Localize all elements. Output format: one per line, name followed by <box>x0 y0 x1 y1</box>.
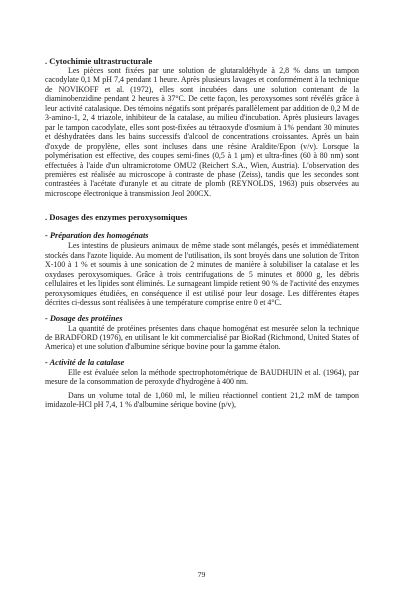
paragraph-proteines: La quantité de protéines présentes dans chaque homogénat est mesurée selon la technique de BRADFORD (1976), en utilisant le kit commercialisé par BioRad (Richmond, United States of America) et une solution d'albumine sérique bovine pour la gamme étalon. <box>45 323 359 352</box>
subsection-title-homogenats: - Préparation des homogénats <box>45 231 149 241</box>
subsection-title-catalase: - Activité de la catalase <box>45 357 125 367</box>
subsection-title-proteines: - Dosage des protéines <box>45 313 123 323</box>
paragraph-cytochimie: Les pièces sont fixées par une solution de glutaraldéhyde à 2,8 % dans un tampon cacodylate 0,1 M pH 7,4 pendant 1 heure. Après plusieurs lavages et conformément à la technique de NOVIKOFF et al. (1972), elles sont incubées dans une solution contenant de la diaminobenzidine pendant 2 heures à 37°C. De cette façon, les peroxysomes sont révélés grâce à leur activité catalasique. Des témoins négatifs sont préparés parallèlement par addition de 0,2 M de 3-amino-1, 2, 4 triazole, inhibiteur de la catalase, au milieu d'incubation. Après plusieurs lavages par le tampon cacodylate, elles sont post-fixées au tétraoxyde d'osmium à 1% pendant 30 minutes et déshydratées dans les bains successifs d'alcool de concentrations croissantes. Après un bain d'oxyde de propylène, elles sont incluses dans une résine Araldite/Epon (v/v). Lorsque la polymérisation est effective, des coupes semi-fines (0,5 à 1 µm) et ultra-fines (60 à 80 nm) sont effectuées à l'aide d'un ultramicrotome OMU2 (Reichert S.A., Wien, Austria). L'observation des premières est réalisée au microscope à contraste de phase (Zeiss), tandis que les secondes sont contrastées à l'acétate d'uranyle et au citrate de plomb (REYNOLDS, 1963) puis observées au microscope électronique à transmission Jeol 200CX. <box>45 66 359 198</box>
page-number: 79 <box>197 570 206 579</box>
section-title-cytochimie: . Cytochimie ultrastructurale <box>45 56 153 66</box>
paragraph-homogenats: Les intestins de plusieurs animaux de même stade sont mélangés, pesés et immédiatement stockés dans l'azote liquide. Au moment de l'utilisation, ils sont broyés dans une solution de Triton X-100 à 1 % et soumis à une sonication de 2 minutes de manière à solubiliser la catalase et les oxydases peroxysomiques. Grâce à trois centrifugations de 5 minutes et 8000 g, les débris cellulaires et les lipides sont éliminés. Le surnageant limpide retient 90 % de l'activité des enzymes peroxysomiques étudiées, en conséquence il est utilisé pour leur dosage. Les différentes étapes décrites ci-dessus sont réalisées à une température comprise entre 0 et 4°C. <box>45 241 359 308</box>
paragraph-catalase-medium: Dans un volume total de 1,060 ml, le milieu réactionnel contient 21,2 mM de tampon imidazole-HCl pH 7,4, 1 % d'albumine sérique bovine (p/v), <box>45 390 359 410</box>
section-title-dosages: . Dosages des enzymes peroxysomiques <box>45 212 188 223</box>
paragraph-catalase-method: Elle est évaluée selon la méthode spectrophotométrique de BAUDHUIN et al. (1964), par mesure de la consommation de peroxyde d'hydrogène à 400 nm. <box>45 367 359 387</box>
